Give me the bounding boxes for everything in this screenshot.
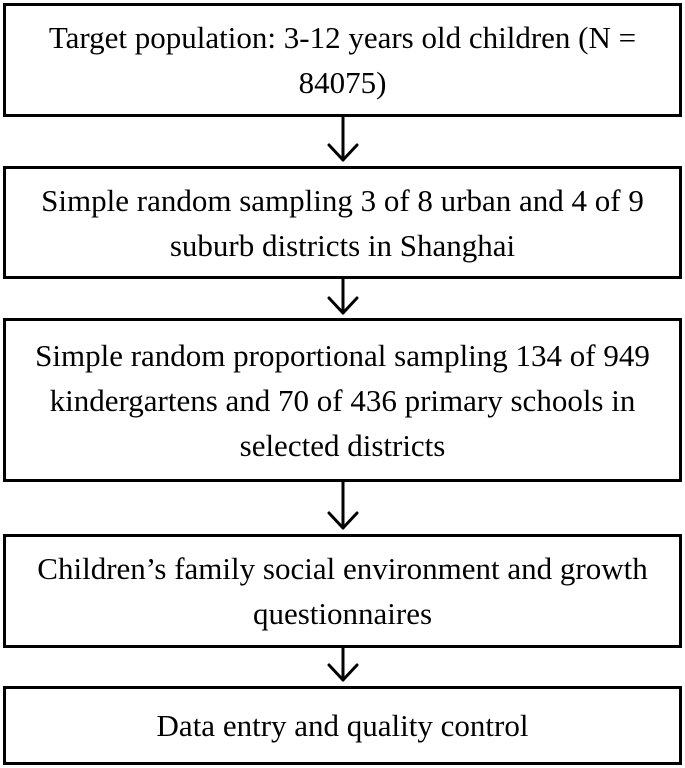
arrow-1-to-2 <box>329 117 357 160</box>
step-target-population-text: Target population: 3-12 years old children (N = 84075) <box>48 20 637 100</box>
step-questionnaires-text: Children’s family social environment and growth questionnaires <box>37 551 648 631</box>
step-district-sampling-text: Simple random sampling 3 of 8 urban and 4 of 9 suburb districts in Shanghai <box>41 182 644 263</box>
step-data-entry <box>3 686 682 765</box>
step-questionnaires <box>3 534 682 648</box>
step-school-sampling-text: Simple random proportional sampling 134 of 949 kindergartens and 70 of 436 primary schools in selected districts <box>35 337 650 463</box>
step-data-entry-text: Data entry and quality control <box>156 708 529 743</box>
step-district-sampling <box>3 166 682 279</box>
step-school-sampling <box>3 318 682 482</box>
arrow-2-to-3 <box>329 279 357 313</box>
arrow-3-to-4 <box>329 482 357 528</box>
arrow-4-to-5 <box>329 648 357 680</box>
step-target-population <box>3 3 682 117</box>
